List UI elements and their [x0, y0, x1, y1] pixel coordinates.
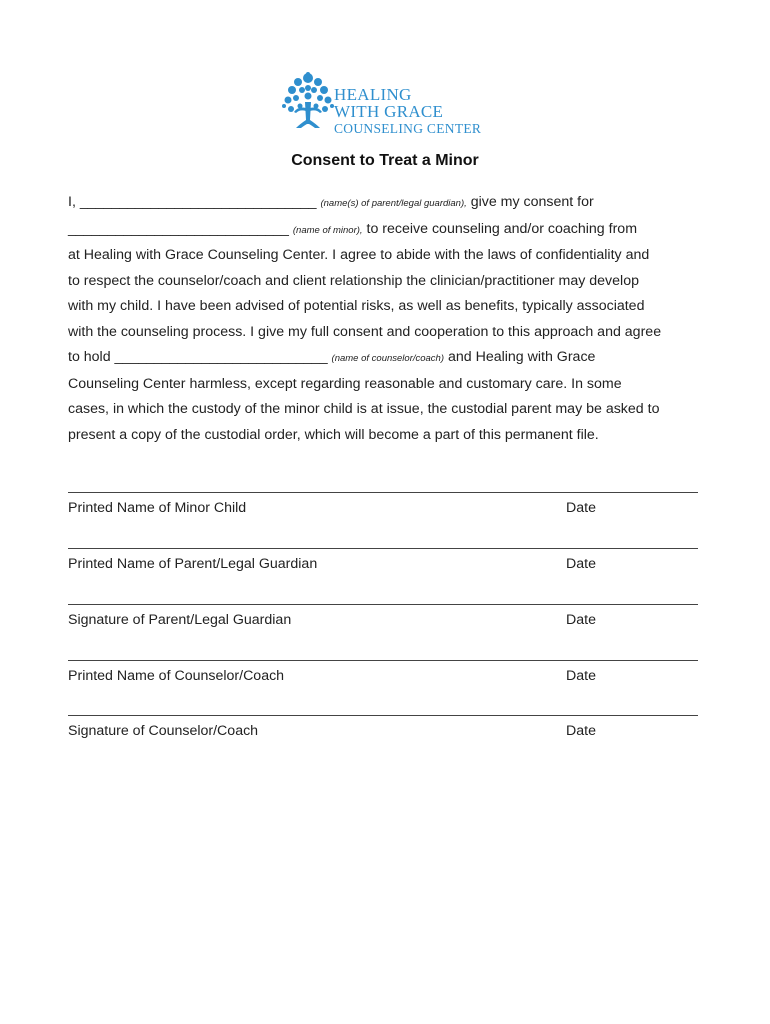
counselor-name-hint: (name of counselor/coach) — [331, 353, 445, 364]
consent-paragraph — [68, 190, 708, 448]
paragraph-line: present a copy of the custodial order, which will become a part of this permanent file. — [68, 426, 599, 443]
signature-row-counselor-signature — [68, 715, 698, 755]
date-label: Date — [566, 556, 596, 572]
paragraph-line: with my child. I have been advised of potential risks, as well as benefits, typically associated — [68, 298, 645, 314]
logo-line-with-grace: WITH GRACE — [334, 102, 444, 121]
logo-line-counseling-center: COUNSELING CENTER — [334, 121, 482, 136]
paragraph-text: and Healing with Grace — [444, 349, 596, 365]
paragraph-text: to receive counseling and/or coaching from — [362, 220, 638, 237]
signature-label: Signature of Counselor/Coach — [68, 723, 259, 739]
paragraph-line — [68, 190, 708, 217]
guardian-name-hint: (name(s) of parent/legal guardian), — [320, 198, 467, 209]
date-label: Date — [566, 612, 596, 628]
paragraph-line: cases, in which the custody of the minor child is at issue, the custodial parent may be asked to — [68, 401, 660, 417]
signature-label: Printed Name of Counselor/Coach — [68, 668, 285, 684]
date-label: Date — [566, 500, 596, 516]
logo — [282, 68, 482, 140]
paragraph-line: to respect the counselor/coach and client relationship the clinician/practitioner may develop — [68, 272, 639, 289]
counselor-name-blank: to hold ___________________________ — [68, 349, 332, 365]
paragraph-line — [68, 217, 708, 244]
paragraph-line — [68, 345, 708, 372]
minor-name-blank: ____________________________ — [68, 220, 293, 237]
date-label: Date — [566, 668, 596, 684]
paragraph-line: at Healing with Grace Counseling Center. I agree to abide with the laws of confidentiality and — [68, 247, 650, 263]
logo-wordmark — [334, 86, 481, 137]
signature-row-minor-name — [68, 492, 698, 532]
signature-line — [68, 604, 698, 605]
signature-line — [68, 548, 698, 549]
minor-name-hint: (name of minor), — [292, 224, 363, 236]
signature-row-guardian-signature — [68, 604, 698, 644]
date-label: Date — [566, 723, 596, 739]
paragraph-line: Counseling Center harmless, except regarding reasonable and customary care. In some — [68, 375, 622, 392]
signature-label: Printed Name of Parent/Legal Guardian — [68, 556, 318, 572]
guardian-name-blank: I, ______________________________ — [68, 194, 321, 210]
tree-icon — [282, 68, 334, 140]
signature-line — [68, 492, 698, 493]
signature-row-counselor-name — [68, 660, 698, 700]
paragraph-line: with the counseling process. I give my full consent and cooperation to this approach and agree — [68, 323, 662, 340]
signature-line — [68, 660, 698, 661]
paragraph-text: give my consent for — [466, 194, 594, 210]
signature-row-guardian-name — [68, 548, 698, 588]
logo-line-healing: HEALING — [334, 85, 412, 104]
document-title: Consent to Treat a Minor — [291, 152, 479, 169]
signature-label: Printed Name of Minor Child — [68, 500, 247, 516]
signature-label: Signature of Parent/Legal Guardian — [68, 612, 292, 628]
signature-line — [68, 715, 698, 716]
